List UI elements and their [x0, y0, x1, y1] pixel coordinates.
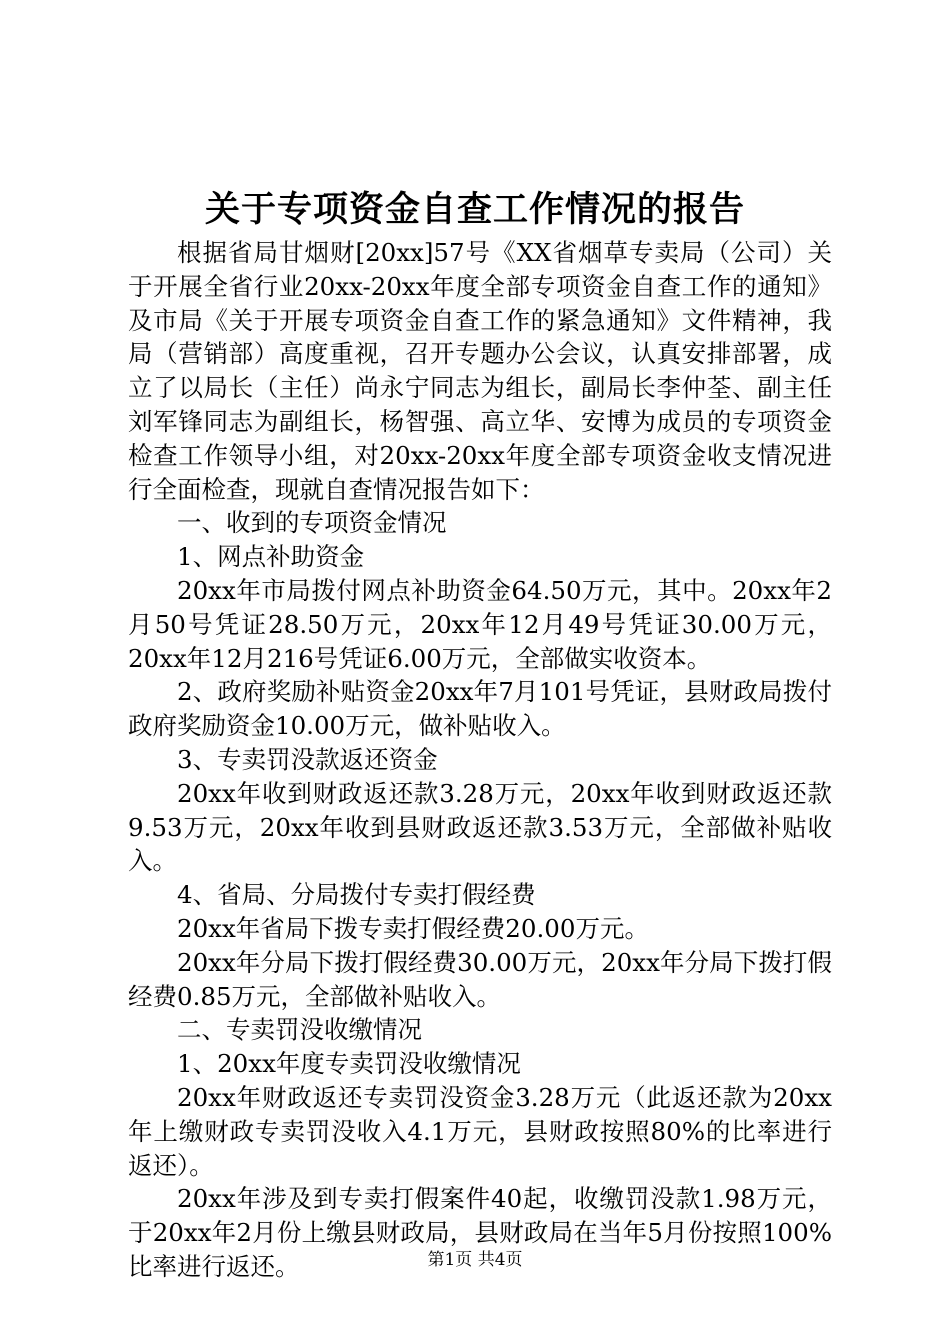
subheading-1-3: 3、专卖罚没款返还资金 — [177, 744, 438, 774]
paragraph-1-4b: 20xx年分局下拨打假经费30.00万元，20xx年分局下拨打假经费0.85万元，全部做补贴收入。 — [128, 947, 832, 1011]
subheading-2-1: 1、20xx年度专卖罚没收缴情况 — [177, 1049, 521, 1079]
paragraph-2-1b: 20xx年涉及到专卖打假案件40起，收缴罚没款1.98万元，于20xx年2月份上缴县财政局，县财政局在当年5月份按照100%比率进行返还。 — [128, 1184, 832, 1281]
heading-section-2: 二、专卖罚没收缴情况 — [177, 1015, 422, 1045]
paragraph-1-2: 2、政府奖励补贴资金20xx年7月101号凭证，县财政局拨付政府奖励资金10.00万元，做补贴收入。 — [128, 677, 832, 741]
subheading-1-1: 1、网点补助资金 — [177, 542, 365, 572]
heading-section-1: 一、收到的专项资金情况 — [177, 508, 447, 538]
paragraph-2-1a: 20xx年财政返还专卖罚没资金3.28万元（此返还款为20xx年上缴财政专卖罚没收入4.1万元，县财政按照80%的比率进行返还）。 — [128, 1082, 832, 1180]
paragraph-1-4a: 20xx年省局下拨专卖打假经费20.00万元。 — [177, 913, 649, 943]
document-body — [128, 236, 832, 1284]
document-title: 关于专项资金自查工作情况的报告 — [204, 189, 745, 230]
paragraph-1-1: 20xx年市局拨付网点补助资金64.50万元，其中。20xx年2月50号凭证28.50万元，20xx年12月49号凭证30.00万元，20xx年12月216号凭证6.00万元，全部做实收资本。 — [128, 575, 832, 673]
paragraph-intro: 根据省局甘烟财[20xx]57号《XX省烟草专卖局（公司）关于开展全省行业20xx-20xx年度全部专项资金自查工作的通知》及市局《关于开展专项资金自查工作的紧急通知》文件精神，我局（营销部）高度重视，召开专题办公会议，认真安排部署，成立了以局长（主任）尚永宁同志为组长，副局长李仲荃、副主任刘军锋同志为副组长，杨智强、高立华、安博为成员的专项资金检查工作领导小组，对20xx-20xx年度全部专项资金收支情况进行全面检查，现就自查情况报告如下： — [128, 238, 832, 504]
paragraph-1-3: 20xx年收到财政返还款3.28万元，20xx年收到财政返还款9.53万元，20xx年收到县财政返还款3.53万元，全部做补贴收入。 — [128, 778, 832, 876]
page-footer: 第1页 共4页 — [427, 1250, 523, 1270]
subheading-1-4: 4、省局、分局拨付专卖打假经费 — [177, 880, 536, 910]
